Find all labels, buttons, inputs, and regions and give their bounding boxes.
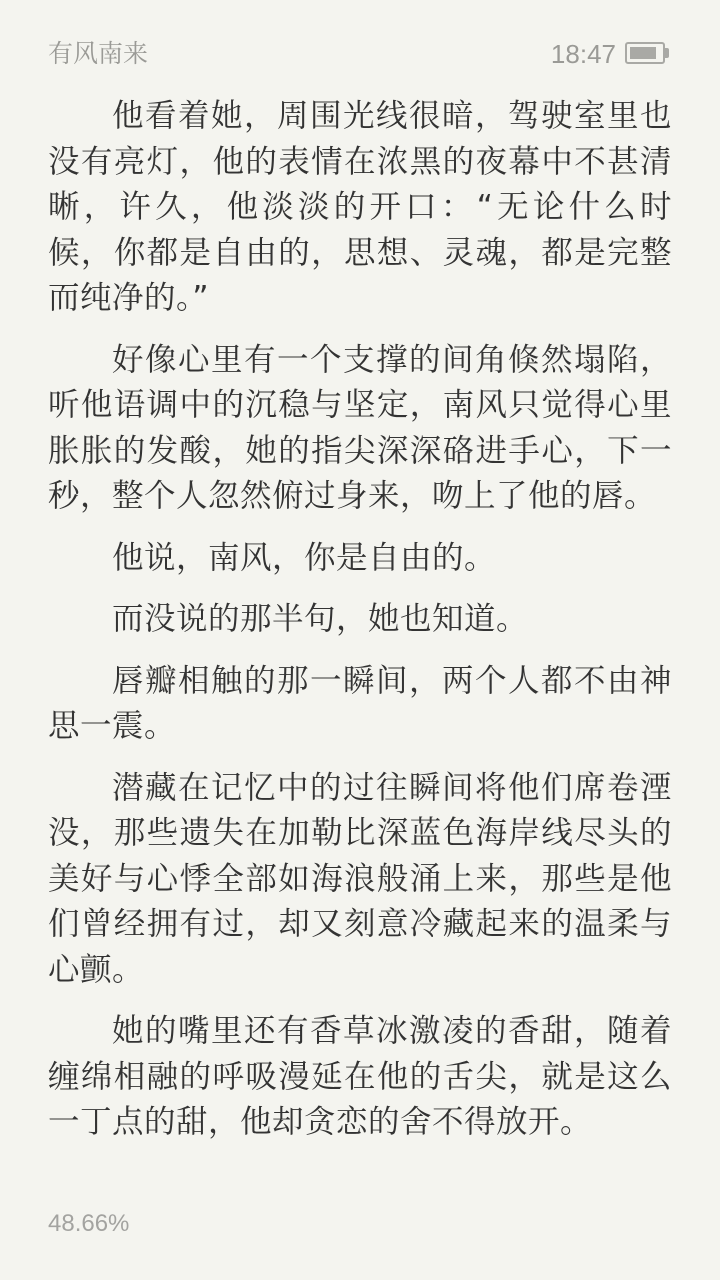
battery-level-fill: [630, 47, 656, 59]
reading-progress: 48.66%: [48, 1210, 130, 1237]
battery-icon: [625, 42, 665, 64]
book-title: 有风南来: [48, 39, 149, 68]
paragraph: 潜藏在记忆中的过往瞬间将他们席卷湮没，那些遗失在加勒比深蓝色海岸线尽头的美好与心悸全部如海浪般涌上来，那些是他们曾经拥有过，却又刻意冷藏起来的温柔与心颤。: [48, 769, 672, 988]
status-header: [0, 0, 720, 100]
clock: 18:47: [550, 39, 616, 69]
paragraph: 而没说的那半句，她也知道。: [112, 601, 529, 637]
paragraph: 好像心里有一个支撑的间角倏然塌陷，听他语调中的沉稳与坚定，南风只觉得心里胀胀的发酸，她的指尖深深硌进手心，下一秒，整个人忽然俯过身来，吻上了他的唇。: [48, 341, 672, 514]
paragraph: 他看着她，周围光线很暗，驾驶室里也没有亮灯，他的表情在浓黑的夜幕中不甚清晰，许久，他淡淡的开口：“无论什么时候，你都是自由的，思想、灵魂，都是完整而纯净的。”: [48, 98, 672, 316]
paragraph: 唇瓣相触的那一瞬间，两个人都不由神思一震。: [48, 662, 672, 744]
paragraph: 她的嘴里还有香草冰激凌的香甜，随着缠绵相融的呼吸漫延在他的舌尖，就是这么一丁点的甜，他却贪恋的舍不得放开。: [48, 1013, 672, 1140]
reading-page[interactable]: [48, 94, 672, 1162]
paragraph: 他说，南风，你是自由的。: [112, 539, 497, 576]
battery-tip: [665, 48, 669, 58]
